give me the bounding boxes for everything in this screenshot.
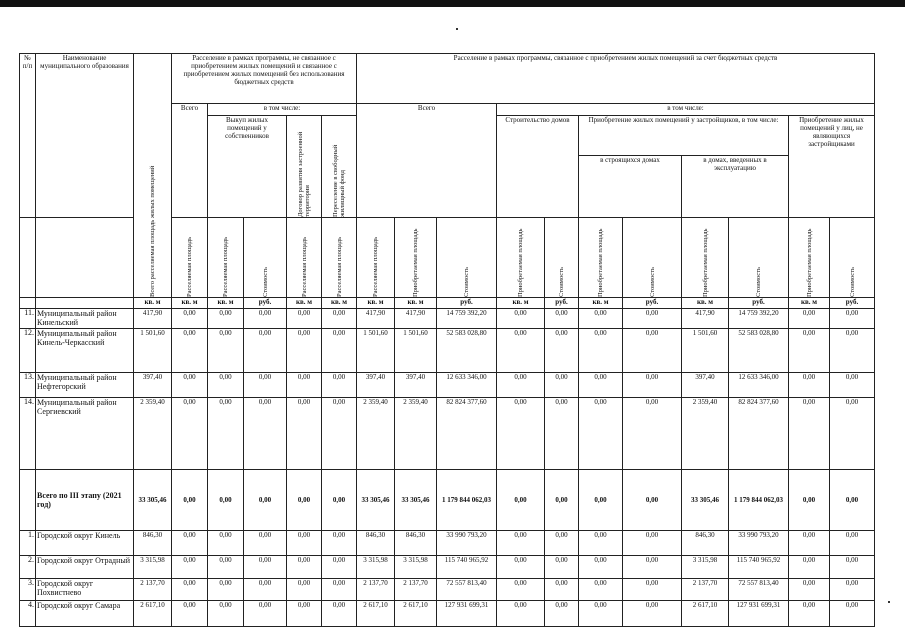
- row-value: 0,00: [287, 531, 322, 556]
- row-value: 0,00: [579, 329, 623, 373]
- row-value: 2 137,70: [682, 579, 729, 601]
- row-value: 0,00: [579, 579, 623, 601]
- row-value: 0,00: [789, 531, 830, 556]
- row-value: 0,00: [545, 531, 579, 556]
- resettlement-table: [19, 53, 875, 627]
- row-num: 1.: [20, 531, 36, 556]
- row-value: 1 501,60: [682, 329, 729, 373]
- row-value: 0,00: [623, 601, 682, 627]
- row-value: 0,00: [208, 531, 244, 556]
- row-value: 72 557 813,40: [437, 579, 497, 601]
- row-value: 1 501,60: [357, 329, 395, 373]
- header-group-a: Расселение в рамках программы, не связанное с приобретением жилых помещений и связанное с приобретением жилых помещений без использования бюджетных средств: [172, 54, 357, 104]
- unit-cell: кв. м: [134, 298, 172, 309]
- hdr-constr-cost: Стоимость: [558, 267, 565, 297]
- row-value: 0,00: [172, 556, 208, 579]
- row-value: 0,00: [830, 470, 875, 531]
- row-value: 0,00: [830, 531, 875, 556]
- row-value: 0,00: [545, 309, 579, 329]
- row-value: 0,00: [172, 531, 208, 556]
- header-free-fund: Переселение в свободный жилищный фонд: [332, 144, 346, 217]
- row-name: Городской округ Кинель: [36, 531, 134, 556]
- hdr-uc-area: Приобретаемая площадь: [597, 228, 604, 297]
- row-value: 0,00: [789, 579, 830, 601]
- header-free-fund-cell: [322, 116, 357, 218]
- row-value: 0,00: [545, 398, 579, 470]
- row-value: 0,00: [172, 601, 208, 627]
- row-value: 0,00: [208, 398, 244, 470]
- row-value: 3 315,98: [357, 556, 395, 579]
- header-num: № п/п: [20, 54, 36, 218]
- row-name: Муниципальный район Нефтегорский: [36, 373, 134, 398]
- row-value: 417,90: [134, 309, 172, 329]
- row-value: 0,00: [244, 309, 287, 329]
- row-value: 0,00: [579, 470, 623, 531]
- row-value: 0,00: [322, 579, 357, 601]
- hdr-buyout-cost-cell: [244, 218, 287, 298]
- row-value: 0,00: [287, 579, 322, 601]
- hdr-a-all-area: Расселяемая площадь: [186, 236, 193, 297]
- row-value: 2 617,10: [134, 601, 172, 627]
- row-value: 0,00: [244, 398, 287, 470]
- row-value: 14 759 392,20: [437, 309, 497, 329]
- row-value: 0,00: [322, 309, 357, 329]
- row-value: 0,00: [244, 373, 287, 398]
- hdr-nd-cost-cell: [830, 218, 875, 298]
- row-value: 33 305,46: [134, 470, 172, 531]
- row-value: 0,00: [497, 470, 545, 531]
- scan-speck: [888, 601, 890, 603]
- row-name: Городской округ Самара: [36, 601, 134, 627]
- row-value: 0,00: [623, 329, 682, 373]
- row-value: 33 305,46: [682, 470, 729, 531]
- table-row: [20, 601, 875, 627]
- row-value: 12 633 346,00: [729, 373, 789, 398]
- row-value: 0,00: [322, 601, 357, 627]
- row-value: 2 359,40: [682, 398, 729, 470]
- table-row: [20, 398, 875, 470]
- table-row: [20, 579, 875, 601]
- row-value: 0,00: [830, 556, 875, 579]
- scan-top-border: [0, 0, 905, 7]
- row-name: Муниципальный район Кинель-Черкасский: [36, 329, 134, 373]
- header-a-incl: в том числе:: [208, 104, 357, 116]
- unit-cell: руб.: [830, 298, 875, 309]
- row-num: 12.: [20, 329, 36, 373]
- row-name: Муниципальный район Сергиевский: [36, 398, 134, 470]
- row-value: 0,00: [545, 556, 579, 579]
- row-value: 1 179 844 062,03: [729, 470, 789, 531]
- row-value: 3 315,98: [395, 556, 437, 579]
- row-value: 0,00: [287, 470, 322, 531]
- row-value: 2 137,70: [357, 579, 395, 601]
- hdr-b-res-area-cell: [357, 218, 395, 298]
- row-value: 0,00: [322, 556, 357, 579]
- unit-cell: кв. м: [172, 298, 208, 309]
- row-value: 417,90: [357, 309, 395, 329]
- row-num: 11.: [20, 309, 36, 329]
- hdr-constr-cost-cell: [545, 218, 579, 298]
- row-value: 0,00: [545, 373, 579, 398]
- row-value: 0,00: [244, 556, 287, 579]
- hdr-uc-cost: Стоимость: [648, 267, 656, 297]
- row-value: 115 740 965,92: [729, 556, 789, 579]
- row-value: 417,90: [395, 309, 437, 329]
- row-value: 82 824 377,60: [729, 398, 789, 470]
- row-value: 52 583 028,80: [729, 329, 789, 373]
- unit-cell: руб.: [437, 298, 497, 309]
- row-value: 0,00: [287, 601, 322, 627]
- row-value: 397,40: [682, 373, 729, 398]
- row-value: 0,00: [579, 373, 623, 398]
- row-value: 33 990 793,20: [729, 531, 789, 556]
- row-value: 0,00: [287, 398, 322, 470]
- row-value: 33 305,46: [395, 470, 437, 531]
- row-value: 0,00: [623, 398, 682, 470]
- row-value: 115 740 965,92: [437, 556, 497, 579]
- row-value: 0,00: [623, 556, 682, 579]
- row-value: 0,00: [830, 601, 875, 627]
- row-value: 127 931 699,31: [437, 601, 497, 627]
- hdr-uc-cost-cell: [623, 218, 682, 298]
- row-value: 0,00: [789, 398, 830, 470]
- row-value: 3 315,98: [682, 556, 729, 579]
- header-commissioned: в домах, введенных в эксплуатацию: [682, 156, 789, 218]
- row-value: 0,00: [497, 373, 545, 398]
- row-value: 2 359,40: [395, 398, 437, 470]
- row-value: 0,00: [545, 579, 579, 601]
- hdr-free-area: Расселяемая площадь: [335, 236, 343, 297]
- row-value: 397,40: [395, 373, 437, 398]
- row-value: 2 137,70: [395, 579, 437, 601]
- row-value: 0,00: [208, 309, 244, 329]
- unit-cell: руб.: [545, 298, 579, 309]
- row-value: 2 137,70: [134, 579, 172, 601]
- row-value: 1 501,60: [134, 329, 172, 373]
- row-value: 2 617,10: [395, 601, 437, 627]
- header-dev-contract-cell: [287, 116, 322, 218]
- row-value: 33 305,46: [357, 470, 395, 531]
- unit-cell: кв. м: [208, 298, 244, 309]
- row-value: 0,00: [244, 329, 287, 373]
- row-value: 0,00: [579, 531, 623, 556]
- row-num: 3.: [20, 579, 36, 601]
- row-value: 397,40: [134, 373, 172, 398]
- hdr-constr-area: Приобретаемая площадь: [517, 228, 524, 297]
- row-value: 0,00: [208, 556, 244, 579]
- row-value: 0,00: [287, 329, 322, 373]
- header-blank: [20, 218, 36, 298]
- row-num: 13.: [20, 373, 36, 398]
- row-value: 1 179 844 062,03: [437, 470, 497, 531]
- row-value: 0,00: [208, 329, 244, 373]
- row-value: 0,00: [623, 309, 682, 329]
- row-value: 0,00: [244, 470, 287, 531]
- row-name: Муниципальный район Кинельский: [36, 309, 134, 329]
- hdr-constr-area-cell: [497, 218, 545, 298]
- row-num: 2.: [20, 556, 36, 579]
- row-value: 82 824 377,60: [437, 398, 497, 470]
- table-row: [20, 556, 875, 579]
- row-value: 0,00: [830, 373, 875, 398]
- row-value: 0,00: [789, 556, 830, 579]
- hdr-dev-area-cell: [287, 218, 322, 298]
- row-value: 0,00: [830, 398, 875, 470]
- hdr-b-acq-area: Приобретаемая площадь: [412, 228, 419, 297]
- unit-cell: кв. м: [579, 298, 623, 309]
- row-value: 0,00: [789, 601, 830, 627]
- hdr-nd-cost: Стоимость: [848, 267, 856, 297]
- table-row: [20, 309, 875, 329]
- header-group-b: Расселение в рамках программы, связанное с приобретением жилых помещений за счет бюджетных средств: [357, 54, 875, 104]
- row-name: Всего по III этапу (2021 год): [36, 470, 134, 531]
- row-value: 0,00: [287, 309, 322, 329]
- row-value: 72 557 813,40: [729, 579, 789, 601]
- table-row: [20, 329, 875, 373]
- row-value: 0,00: [497, 531, 545, 556]
- hdr-a-all-area-cell: [172, 218, 208, 298]
- row-value: 0,00: [497, 309, 545, 329]
- hdr-b-res-area: Расселяемая площадь: [372, 236, 379, 297]
- row-value: 0,00: [623, 470, 682, 531]
- hdr-com-area: Приобретаемая площадь: [701, 228, 709, 297]
- unit-cell: кв. м: [357, 298, 395, 309]
- row-value: 0,00: [208, 470, 244, 531]
- hdr-dev-area: Расселяемая площадь: [300, 236, 308, 297]
- row-value: 417,90: [682, 309, 729, 329]
- row-name: Городской округ Похвистнево: [36, 579, 134, 601]
- header-b-all: Всего: [357, 104, 497, 218]
- hdr-com-area-cell: [682, 218, 729, 298]
- row-value: 12 633 346,00: [437, 373, 497, 398]
- hdr-b-acq-area-cell: [395, 218, 437, 298]
- row-value: 0,00: [172, 309, 208, 329]
- row-value: 14 759 392,20: [729, 309, 789, 329]
- row-value: 0,00: [322, 373, 357, 398]
- header-b-incl: в том числе:: [497, 104, 875, 116]
- row-value: 0,00: [244, 579, 287, 601]
- row-value: 0,00: [287, 556, 322, 579]
- row-value: 2 359,40: [357, 398, 395, 470]
- header-a-all: Всего: [172, 104, 208, 218]
- row-value: 0,00: [789, 329, 830, 373]
- hdr-com-cost-cell: [729, 218, 789, 298]
- hdr-nd-area: Приобретаемая площадь: [805, 228, 813, 297]
- unit-cell: кв. м: [322, 298, 357, 309]
- row-name: Городской округ Отрадный: [36, 556, 134, 579]
- row-value: 0,00: [789, 373, 830, 398]
- hdr-b-cost-cell: [437, 218, 497, 298]
- row-value: 0,00: [172, 579, 208, 601]
- row-value: 0,00: [830, 309, 875, 329]
- table-row: [20, 470, 875, 531]
- row-value: 846,30: [682, 531, 729, 556]
- row-value: 0,00: [623, 531, 682, 556]
- table-header: [20, 54, 875, 298]
- unit-cell: кв. м: [287, 298, 322, 309]
- row-value: 1 501,60: [395, 329, 437, 373]
- scan-speck: [456, 28, 458, 30]
- row-value: 0,00: [208, 373, 244, 398]
- hdr-uc-area-cell: [579, 218, 623, 298]
- row-value: 52 583 028,80: [437, 329, 497, 373]
- hdr-buyout-area: Расселяемая площадь: [222, 236, 229, 297]
- hdr-buyout-cost: Стоимость: [261, 267, 269, 297]
- row-value: 0,00: [322, 531, 357, 556]
- table-row: [20, 531, 875, 556]
- row-value: 0,00: [545, 329, 579, 373]
- hdr-buyout-area-cell: [208, 218, 244, 298]
- table-row: [20, 373, 875, 398]
- unit-blank: [36, 298, 134, 309]
- row-value: 0,00: [830, 329, 875, 373]
- row-value: 0,00: [545, 470, 579, 531]
- row-value: 0,00: [172, 470, 208, 531]
- row-value: 3 315,98: [134, 556, 172, 579]
- row-value: 0,00: [244, 531, 287, 556]
- row-num: [20, 470, 36, 531]
- row-value: 0,00: [579, 601, 623, 627]
- row-value: 846,30: [395, 531, 437, 556]
- row-value: 0,00: [579, 556, 623, 579]
- hdr-free-area-cell: [322, 218, 357, 298]
- row-value: 0,00: [789, 309, 830, 329]
- row-num: 14.: [20, 398, 36, 470]
- unit-cell: руб.: [623, 298, 682, 309]
- header-buyout: Выкуп жилых помещений у собственников: [208, 116, 287, 218]
- unit-blank: [20, 298, 36, 309]
- unit-cell: кв. м: [395, 298, 437, 309]
- header-name: Наименование муниципального образования: [36, 54, 134, 218]
- unit-cell: руб.: [729, 298, 789, 309]
- hdr-nd-area-cell: [789, 218, 830, 298]
- row-value: 0,00: [322, 470, 357, 531]
- header-blank: [36, 218, 134, 298]
- row-value: 0,00: [623, 579, 682, 601]
- row-num: 4.: [20, 601, 36, 627]
- unit-cell: кв. м: [497, 298, 545, 309]
- row-value: 0,00: [579, 309, 623, 329]
- header-dev-contract: Договор развития застроенной территории: [297, 131, 311, 217]
- hdr-b-cost: Стоимость: [463, 267, 470, 297]
- header-total-area: Всего расселяемая площадь жилых помещений: [149, 165, 156, 297]
- row-value: 0,00: [322, 329, 357, 373]
- row-value: 846,30: [357, 531, 395, 556]
- row-value: 0,00: [789, 470, 830, 531]
- row-value: 0,00: [545, 601, 579, 627]
- header-non-developers: Приобретение жилых помещений у лиц, не являющихся застройщиками: [789, 116, 875, 218]
- row-value: 846,30: [134, 531, 172, 556]
- units-row: [20, 298, 875, 309]
- row-value: 2 617,10: [682, 601, 729, 627]
- header-construction: Строительство домов: [497, 116, 579, 218]
- row-value: 0,00: [579, 398, 623, 470]
- row-value: 0,00: [172, 398, 208, 470]
- header-total-area-cell: [134, 54, 172, 298]
- unit-cell: кв. м: [789, 298, 830, 309]
- row-value: 0,00: [497, 579, 545, 601]
- row-value: 0,00: [172, 373, 208, 398]
- header-from-developers: Приобретение жилых помещений у застройщиков, в том числе:: [579, 116, 789, 156]
- row-value: 0,00: [172, 329, 208, 373]
- row-value: 33 990 793,20: [437, 531, 497, 556]
- row-value: 0,00: [244, 601, 287, 627]
- row-value: 0,00: [497, 398, 545, 470]
- row-value: 0,00: [623, 373, 682, 398]
- row-value: 2 617,10: [357, 601, 395, 627]
- row-value: 0,00: [208, 601, 244, 627]
- row-value: 0,00: [287, 373, 322, 398]
- table-body: [20, 309, 875, 627]
- row-value: 0,00: [497, 329, 545, 373]
- unit-cell: кв. м: [682, 298, 729, 309]
- row-value: 397,40: [357, 373, 395, 398]
- row-value: 2 359,40: [134, 398, 172, 470]
- row-value: 0,00: [497, 601, 545, 627]
- header-under-construction: в строящихся домах: [579, 156, 682, 218]
- row-value: 0,00: [497, 556, 545, 579]
- unit-cell: руб.: [244, 298, 287, 309]
- row-value: 0,00: [322, 398, 357, 470]
- row-value: 0,00: [830, 579, 875, 601]
- hdr-com-cost: Стоимость: [755, 267, 762, 297]
- row-value: 127 931 699,31: [729, 601, 789, 627]
- row-value: 0,00: [208, 579, 244, 601]
